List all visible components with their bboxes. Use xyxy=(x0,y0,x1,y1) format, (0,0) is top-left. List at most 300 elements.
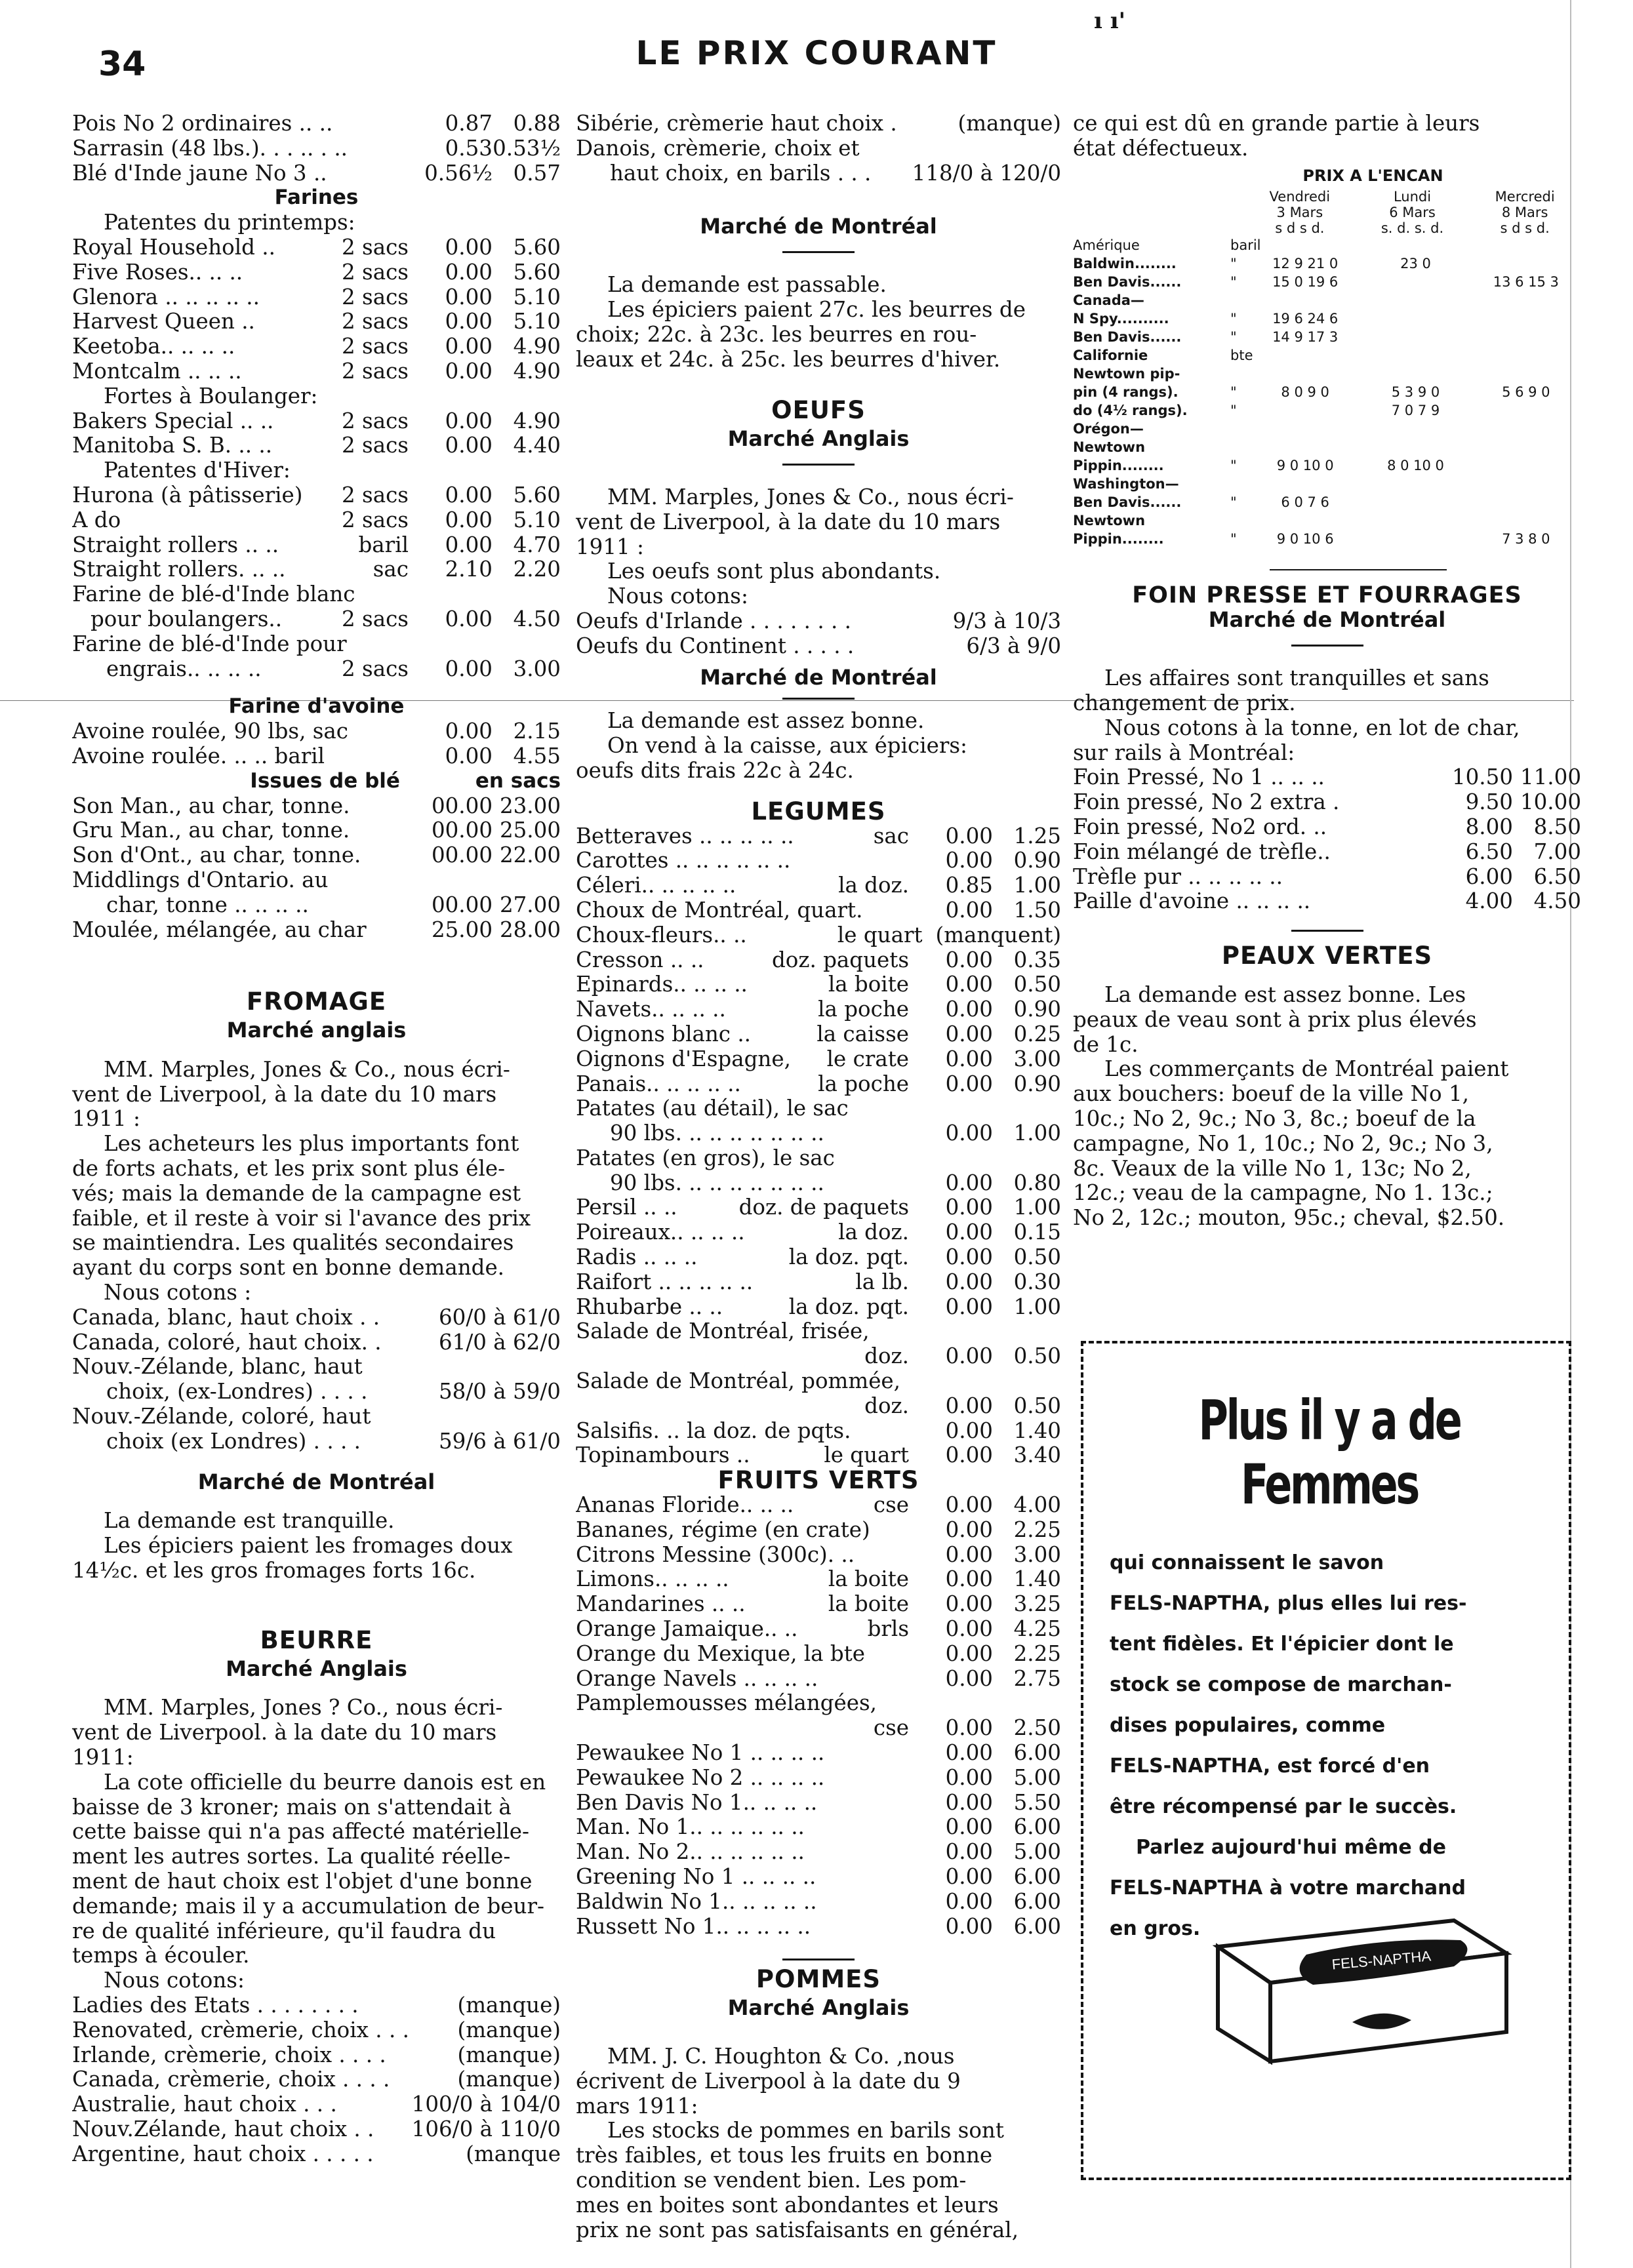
price-low: 0.00 xyxy=(945,1170,993,1195)
list-item xyxy=(576,1667,1061,1692)
text-line: mes en boites sont abondantes et leurs xyxy=(576,2192,999,2218)
text-line: Nous cotons: xyxy=(607,584,748,609)
list-item xyxy=(576,1419,1061,1444)
item-name: Canada, coloré, haut choix. . xyxy=(72,1330,382,1355)
price-high: 22.00 xyxy=(499,843,561,868)
auction-price xyxy=(1360,346,1470,365)
price-high: 5.60 xyxy=(513,234,561,260)
list-item xyxy=(72,2092,561,2117)
ad-text-line: en gros. xyxy=(1110,1917,1201,1940)
price-high: 0.53½ xyxy=(493,135,561,161)
list-item xyxy=(72,359,561,384)
page-number: 34 xyxy=(98,45,146,84)
price-low: 0.00 xyxy=(945,848,993,873)
text-line: La cote officielle du beurre danois est en xyxy=(104,1769,546,1795)
column-3 xyxy=(1073,111,1581,1231)
auction-item: Pippin........ xyxy=(1073,457,1164,473)
item-name: Orange Navels .. .. .. .. xyxy=(576,1666,818,1691)
item-price: (manque xyxy=(466,2141,561,2166)
price-high: 5.00 xyxy=(1013,1839,1061,1865)
auction-row xyxy=(1073,365,1581,383)
price-low: 0.00 xyxy=(445,656,493,681)
farines-heading: Farines xyxy=(274,186,359,210)
item-name: Ananas Floride.. .. .. xyxy=(576,1493,794,1518)
price-high: 4.55 xyxy=(513,743,561,768)
price-high: 2.50 xyxy=(1013,1715,1061,1741)
price-low: 0.87 xyxy=(445,111,493,136)
text-line: La demande est tranquille. xyxy=(104,1508,395,1534)
auction-price: 8 0 9 0 xyxy=(1281,384,1329,400)
auction-price: 9 0 10 6 xyxy=(1276,530,1334,547)
list-item xyxy=(576,1766,1061,1791)
oeufs-heading: OEUFS xyxy=(771,396,866,425)
item-price: (manque) xyxy=(457,2042,561,2067)
auction-units: s d s d. xyxy=(1275,220,1325,236)
item-price: 118/0 à 120/0 xyxy=(912,160,1061,186)
list-item: Choux-fleurs.. .. le quart (manquent) xyxy=(576,922,1061,947)
auction-price xyxy=(1471,420,1581,438)
item-label: Middlings d'Ontario. au xyxy=(72,867,329,892)
auction-price xyxy=(1250,236,1360,254)
auction-item: Baldwin........ xyxy=(1073,255,1177,271)
item-name: Avoine roulée, 90 lbs, sac xyxy=(72,719,349,744)
auction-price: 23 0 xyxy=(1400,255,1431,271)
item-name: Sibérie, crèmerie haut choix . xyxy=(576,111,897,136)
item-name: Limons.. .. .. .. xyxy=(576,1567,729,1592)
list-item xyxy=(72,843,561,868)
list-item xyxy=(1073,889,1581,914)
text-line: vent de Liverpool, à la date du 10 mars xyxy=(576,509,1001,534)
item-price: 61/0 à 62/0 xyxy=(438,1329,561,1355)
price-high: 27.00 xyxy=(499,892,561,917)
price-high: 0.50 xyxy=(1013,1343,1061,1369)
price-low: 4.00 xyxy=(1465,888,1513,914)
price-high: 1.40 xyxy=(1013,1418,1061,1443)
auction-price: 14 9 17 3 xyxy=(1272,328,1339,345)
item-label: Farine de blé-d'Inde pour xyxy=(72,631,347,656)
item-name: Sarrasin (48 lbs.). . . .. . .. xyxy=(72,136,348,161)
list-item xyxy=(72,1429,561,1454)
soap-box-illustration xyxy=(1179,1907,1520,2078)
list-item xyxy=(72,918,561,943)
list-item xyxy=(576,1394,1061,1419)
price-high: 6.00 xyxy=(1013,1888,1061,1914)
text-line: choix; 22c. à 23c. les beurres en rou- xyxy=(576,321,977,347)
auction-price xyxy=(1360,365,1470,383)
price-high: 3.00 xyxy=(1013,1046,1061,1071)
item-price: (manque) xyxy=(958,111,1061,136)
text-line: Les commerçants de Montréal paient xyxy=(1104,1056,1509,1082)
pommes-subheading: Marché Anglais xyxy=(727,1995,910,2021)
list-item xyxy=(72,309,561,334)
item-name: haut choix, en barils . . . xyxy=(610,161,872,186)
auction-date: 8 Mars xyxy=(1501,204,1548,220)
auction-price: 13 6 15 3 xyxy=(1493,273,1559,290)
legumes-heading: LEGUMES xyxy=(751,797,886,826)
corner-mark: ı ı' xyxy=(1094,8,1126,34)
item-name: Manitoba S. B. .. .. xyxy=(72,433,273,458)
list-item xyxy=(576,1121,1061,1146)
list-item xyxy=(72,794,561,819)
item-unit: 2 sacs xyxy=(342,284,409,309)
price-high: 7.00 xyxy=(1533,839,1581,864)
item-name: Oignons d'Espagne, xyxy=(576,1046,791,1071)
auction-unit: " xyxy=(1230,255,1237,271)
list-item xyxy=(72,2018,561,2043)
text-line: ce qui est dû en grande partie à leurs xyxy=(1073,111,1480,136)
soap-box-label: FELS-NAPTHA xyxy=(1331,1947,1432,1973)
item-label: Salade de Montréal, pommée, xyxy=(576,1368,900,1394)
item-name: Oeufs d'Irlande . . . . . . . . xyxy=(576,608,851,633)
item-name: Orange du Mexique, la bte xyxy=(576,1641,865,1666)
auction-item: Washington— xyxy=(1073,475,1179,492)
list-item xyxy=(576,1344,1061,1369)
price-low: 0.00 xyxy=(945,1021,993,1046)
text-line: 8c. Veaux de la ville No 1, 13c; No 2, xyxy=(1073,1155,1472,1181)
text-line: cette baisse qui n'a pas affecté matérielle- xyxy=(72,1819,530,1844)
auction-item: Californie xyxy=(1073,347,1148,363)
item-label: Farine de blé-d'Inde blanc xyxy=(72,582,355,607)
auction-title: PRIX A L'ENCAN xyxy=(1302,166,1443,185)
list-item xyxy=(576,1890,1061,1915)
auction-price xyxy=(1471,291,1581,309)
item-price: 106/0 à 110/0 xyxy=(411,2116,561,2141)
price-high: 6.00 xyxy=(1013,1864,1061,1889)
item-name: Orange Jamaique.. .. xyxy=(576,1617,798,1642)
text-line: vés; mais la demande de la campagne est xyxy=(72,1180,521,1206)
item-name: Baldwin No 1.. .. .. .. .. xyxy=(576,1889,817,1914)
item-unit: sac xyxy=(873,823,909,848)
price-high: 5.60 xyxy=(513,259,561,285)
price-low: 0.00 xyxy=(945,1789,993,1815)
text-line: Les acheteurs les plus importants font xyxy=(104,1131,519,1157)
list-item xyxy=(72,136,561,161)
auction-unit: " xyxy=(1230,328,1237,345)
auction-price xyxy=(1360,328,1470,346)
price-low: 00.00 xyxy=(431,892,493,917)
list-item xyxy=(576,161,1061,186)
price-low: 0.00 xyxy=(945,1517,993,1542)
list-item xyxy=(72,2067,561,2092)
price-high: 25.00 xyxy=(499,818,561,843)
auction-unit xyxy=(1230,511,1250,530)
price-low: 0.00 xyxy=(445,507,493,532)
list-item xyxy=(576,997,1061,1022)
list-item xyxy=(1073,765,1581,790)
item-name: Avoine roulée. .. .. baril xyxy=(72,744,325,768)
price-low: 00.00 xyxy=(431,793,493,818)
list-item xyxy=(72,285,561,310)
price-low: 0.00 xyxy=(945,1442,993,1468)
price-high: 11.00 xyxy=(1520,765,1581,790)
list-item xyxy=(576,1791,1061,1816)
price-low: 0.00 xyxy=(945,1888,993,1914)
item-unit: cse xyxy=(873,1715,909,1741)
item-name: Pewaukee No 1 .. .. .. .. xyxy=(576,1741,825,1766)
text-line: état défectueux. xyxy=(1073,135,1249,161)
item-label: Patates (au détail), le sac xyxy=(576,1096,849,1121)
auction-price xyxy=(1360,530,1470,548)
text-line: 1911 : xyxy=(576,534,644,559)
auction-item: Pippin........ xyxy=(1073,530,1164,547)
auction-item: Newtown xyxy=(1073,439,1146,455)
column-2 xyxy=(576,111,1061,2242)
list-item xyxy=(576,1865,1061,1890)
list-item xyxy=(576,1220,1061,1245)
item-name: Australie, haut choix . . . xyxy=(72,2092,337,2117)
text-line: MM. Marples, Jones & Co., nous écri- xyxy=(104,1056,510,1082)
ad-text-line: FELS-NAPTHA à votre marchand xyxy=(1110,1877,1466,1900)
text-line: vent de Liverpool. à la date du 10 mars xyxy=(72,1720,497,1745)
price-high: 8.50 xyxy=(1533,814,1581,839)
item-name: Five Roses.. .. .. xyxy=(72,260,243,285)
price-low: 0.00 xyxy=(445,358,493,384)
fruits-heading: FRUITS VERTS xyxy=(717,1466,919,1495)
price-high: 3.00 xyxy=(513,656,561,681)
item-name: Panais.. .. .. .. .. xyxy=(576,1071,741,1096)
price-low: 0.00 xyxy=(945,1343,993,1369)
item-unit: doz. paquets xyxy=(771,947,909,972)
divider xyxy=(782,1959,855,1960)
item-name: Carottes .. .. .. .. .. .. xyxy=(576,848,791,873)
item-name: choix, (ex-Londres) . . . . xyxy=(106,1380,368,1404)
item-unit: 2 sacs xyxy=(342,433,409,458)
fromage-heading: FROMAGE xyxy=(246,987,387,1016)
list-item xyxy=(576,824,1061,849)
ad-text-line: tent fidèles. Et l'épicier dont le xyxy=(1110,1633,1454,1656)
list-item xyxy=(576,972,1061,997)
price-high: 1.00 xyxy=(1013,1121,1061,1146)
auction-price xyxy=(1471,365,1581,383)
item-label: Danois, crèmerie, choix et xyxy=(576,135,860,161)
list-item xyxy=(576,1245,1061,1270)
auction-price xyxy=(1360,236,1470,254)
item-unit: 2 sacs xyxy=(342,482,409,507)
auction-unit xyxy=(1230,365,1250,383)
price-low: 0.00 xyxy=(445,234,493,260)
item-unit: le quart xyxy=(824,1442,909,1468)
list-item xyxy=(576,1642,1061,1667)
list-item xyxy=(72,2043,561,2068)
item-name: Poireaux.. .. .. .. xyxy=(576,1220,745,1245)
text-line: condition se vendent bien. Les pom- xyxy=(576,2167,967,2193)
price-low: 0.00 xyxy=(945,1665,993,1691)
item-name: Radis .. .. .. xyxy=(576,1245,698,1270)
price-high: 0.50 xyxy=(1013,1244,1061,1270)
item-name: Keetoba.. .. .. .. xyxy=(72,334,235,359)
auction-price-table xyxy=(1073,167,1581,548)
list-item xyxy=(576,111,1061,136)
text-line: Les épiciers paient les fromages doux xyxy=(104,1533,513,1559)
price-low: 0.00 xyxy=(445,719,493,744)
item-name: A do xyxy=(72,507,121,532)
price-low: 0.00 xyxy=(945,1393,993,1418)
auction-units: s d s d. xyxy=(1500,220,1550,236)
list-item xyxy=(72,744,561,769)
list-item xyxy=(576,1270,1061,1295)
item-name: Son d'Ont., au char, tonne. xyxy=(72,843,361,868)
auction-price: 7 0 7 9 xyxy=(1391,402,1440,418)
price-high: 2.25 xyxy=(1013,1641,1061,1666)
price-low: 0.00 xyxy=(945,1121,993,1146)
item-name: Topinambours .. xyxy=(576,1443,750,1468)
price-high: 0.88 xyxy=(513,111,561,136)
pommes-heading: POMMES xyxy=(756,1965,881,1994)
text-line: 1911 : xyxy=(72,1106,140,1132)
price-high: 6.00 xyxy=(1013,1814,1061,1840)
text-line: mars 1911: xyxy=(576,2093,698,2119)
peaux-heading: PEAUX VERTES xyxy=(1221,942,1433,970)
text-line: très faibles, et tous les fruits en bonne xyxy=(576,2143,993,2168)
price-high: 1.40 xyxy=(1013,1566,1061,1592)
list-item xyxy=(1073,815,1581,840)
list-item xyxy=(576,1567,1061,1592)
price-low: 0.00 xyxy=(445,259,493,285)
price-high: 1.00 xyxy=(1013,1195,1061,1220)
list-item xyxy=(72,260,561,285)
price-low: 0.00 xyxy=(945,1566,993,1592)
auction-item: Newtown pip- xyxy=(1073,365,1180,382)
list-item xyxy=(576,1741,1061,1766)
auction-price xyxy=(1471,236,1581,254)
text-line: prix ne sont pas satisfaisants en général, xyxy=(576,2217,1019,2242)
text-line: peaux de veau sont à prix plus élevés xyxy=(1073,1006,1477,1032)
column-1 xyxy=(72,111,561,2167)
auction-row xyxy=(1073,493,1581,511)
text-line: Les oeufs sont plus abondants. xyxy=(607,559,941,584)
auction-price: 8 0 10 0 xyxy=(1387,457,1444,473)
item-name: Gru Man., au char, tonne. xyxy=(72,818,350,843)
text-line: temps à écouler. xyxy=(72,1943,250,1968)
list-item xyxy=(576,948,1061,973)
item-label: Nouv.-Zélande, blanc, haut xyxy=(72,1354,363,1380)
auction-price xyxy=(1360,511,1470,530)
price-high: 28.00 xyxy=(499,917,561,942)
price-low: 0.00 xyxy=(945,1839,993,1865)
item-unit: 2 sacs xyxy=(342,259,409,285)
item-price: 59/6 à 61/0 xyxy=(438,1428,561,1454)
auction-row xyxy=(1073,254,1581,273)
auction-price xyxy=(1471,493,1581,511)
auction-unit: " xyxy=(1230,494,1237,510)
item-name: Pois No 2 ordinaires .. .. xyxy=(72,111,333,136)
price-low: 0.00 xyxy=(945,1913,993,1939)
auction-unit: " xyxy=(1230,310,1237,327)
section-label: Patentes du printemps: xyxy=(104,210,355,235)
item-name: Son Man., au char, tonne. xyxy=(72,793,350,818)
text-line: de 1c. xyxy=(1073,1031,1139,1057)
text-line: aux bouchers: boeuf de la ville No 1, xyxy=(1073,1081,1469,1107)
list-item xyxy=(576,1543,1061,1568)
auction-unit: " xyxy=(1230,457,1237,473)
list-item xyxy=(72,483,561,508)
price-high: 4.90 xyxy=(513,334,561,359)
price-low: 0.00 xyxy=(945,1244,993,1270)
auction-row xyxy=(1073,346,1581,365)
item-name: Moulée, mélangée, au char xyxy=(72,917,367,942)
divider xyxy=(782,464,855,466)
auction-price xyxy=(1360,420,1470,438)
list-item xyxy=(72,111,561,136)
item-unit: 2 sacs xyxy=(342,656,409,681)
item-unit: sac xyxy=(373,557,409,582)
list-item xyxy=(576,1022,1061,1047)
ad-title: Plus il y a de Femmes xyxy=(1198,1388,1461,1517)
divider xyxy=(782,251,855,253)
auction-day: Lundi xyxy=(1393,188,1432,205)
auction-row xyxy=(1073,530,1581,548)
price-low: 2.10 xyxy=(445,557,493,582)
auction-price xyxy=(1360,273,1470,291)
farine-avoine-heading: Farine d'avoine xyxy=(228,694,405,719)
list-item xyxy=(576,1295,1061,1320)
price-low: 0.00 xyxy=(945,1591,993,1617)
price-high: 0.50 xyxy=(1013,1393,1061,1418)
auction-unit: bte xyxy=(1230,347,1253,363)
price-low: 0.56½ xyxy=(424,160,493,186)
list-item xyxy=(576,873,1061,898)
auction-item: Ben Davis...... xyxy=(1073,273,1182,290)
item-name: Cresson .. .. xyxy=(576,947,704,972)
price-low: 0.00 xyxy=(945,1616,993,1642)
text-line: Les épiciers paient 27c. les beurres de xyxy=(607,296,1026,322)
issues-heading: Issues de blé xyxy=(250,768,400,793)
auction-price xyxy=(1250,420,1360,438)
text-line: Les affaires sont tranquilles et sans xyxy=(1104,666,1489,691)
price-low: 6.50 xyxy=(1465,839,1513,864)
list-item xyxy=(576,1072,1061,1097)
text-line: Nous cotons : xyxy=(104,1280,252,1305)
item-unit: la poche xyxy=(818,1071,909,1096)
auction-row xyxy=(1073,511,1581,530)
item-name: Pewaukee No 2 .. .. .. .. xyxy=(576,1765,825,1790)
price-low: 0.00 xyxy=(945,997,993,1022)
foin-heading: FOIN PRESSE ET FOURRAGES xyxy=(1132,582,1522,608)
auction-price xyxy=(1471,401,1581,420)
auction-price xyxy=(1360,309,1470,328)
auction-row xyxy=(1073,309,1581,328)
price-high: 0.80 xyxy=(1013,1170,1061,1195)
item-name: Glenora .. .. .. .. .. xyxy=(72,285,260,309)
auction-price: 15 0 19 6 xyxy=(1272,273,1339,290)
list-item xyxy=(72,508,561,533)
price-high: 4.50 xyxy=(513,606,561,631)
price-low: 0.85 xyxy=(945,873,993,898)
price-high: 0.90 xyxy=(1013,997,1061,1022)
price-high: 3.40 xyxy=(1013,1442,1061,1468)
item-name: Bakers Special .. .. xyxy=(72,408,274,433)
price-high: 0.35 xyxy=(1013,947,1061,972)
list-item xyxy=(72,607,561,632)
price-high: 0.90 xyxy=(1013,848,1061,873)
ad-text-line: FELS-NAPTHA, plus elles lui res- xyxy=(1110,1592,1467,1615)
item-name: Epinards.. .. .. .. xyxy=(576,972,748,997)
auction-row xyxy=(1073,420,1581,438)
ad-text-line: stock se compose de marchan- xyxy=(1110,1673,1452,1696)
list-item xyxy=(72,161,561,186)
list-item xyxy=(72,1380,561,1404)
list-item xyxy=(576,1840,1061,1865)
auction-price: 19 6 24 6 xyxy=(1272,310,1339,327)
beurre-montreal-subheading: Marché de Montréal xyxy=(700,214,937,239)
list-item xyxy=(576,634,1061,659)
text-line: MM. J. C. Houghton & Co. ,nous xyxy=(607,2043,955,2069)
fromage-subheading: Marché anglais xyxy=(226,1018,407,1043)
auction-price: 7 3 8 0 xyxy=(1502,530,1550,547)
text-line: MM. Marples, Jones ? Co., nous écri- xyxy=(104,1695,503,1721)
price-low: 0.00 xyxy=(445,433,493,458)
text-line: sur rails à Montréal: xyxy=(1073,740,1295,765)
